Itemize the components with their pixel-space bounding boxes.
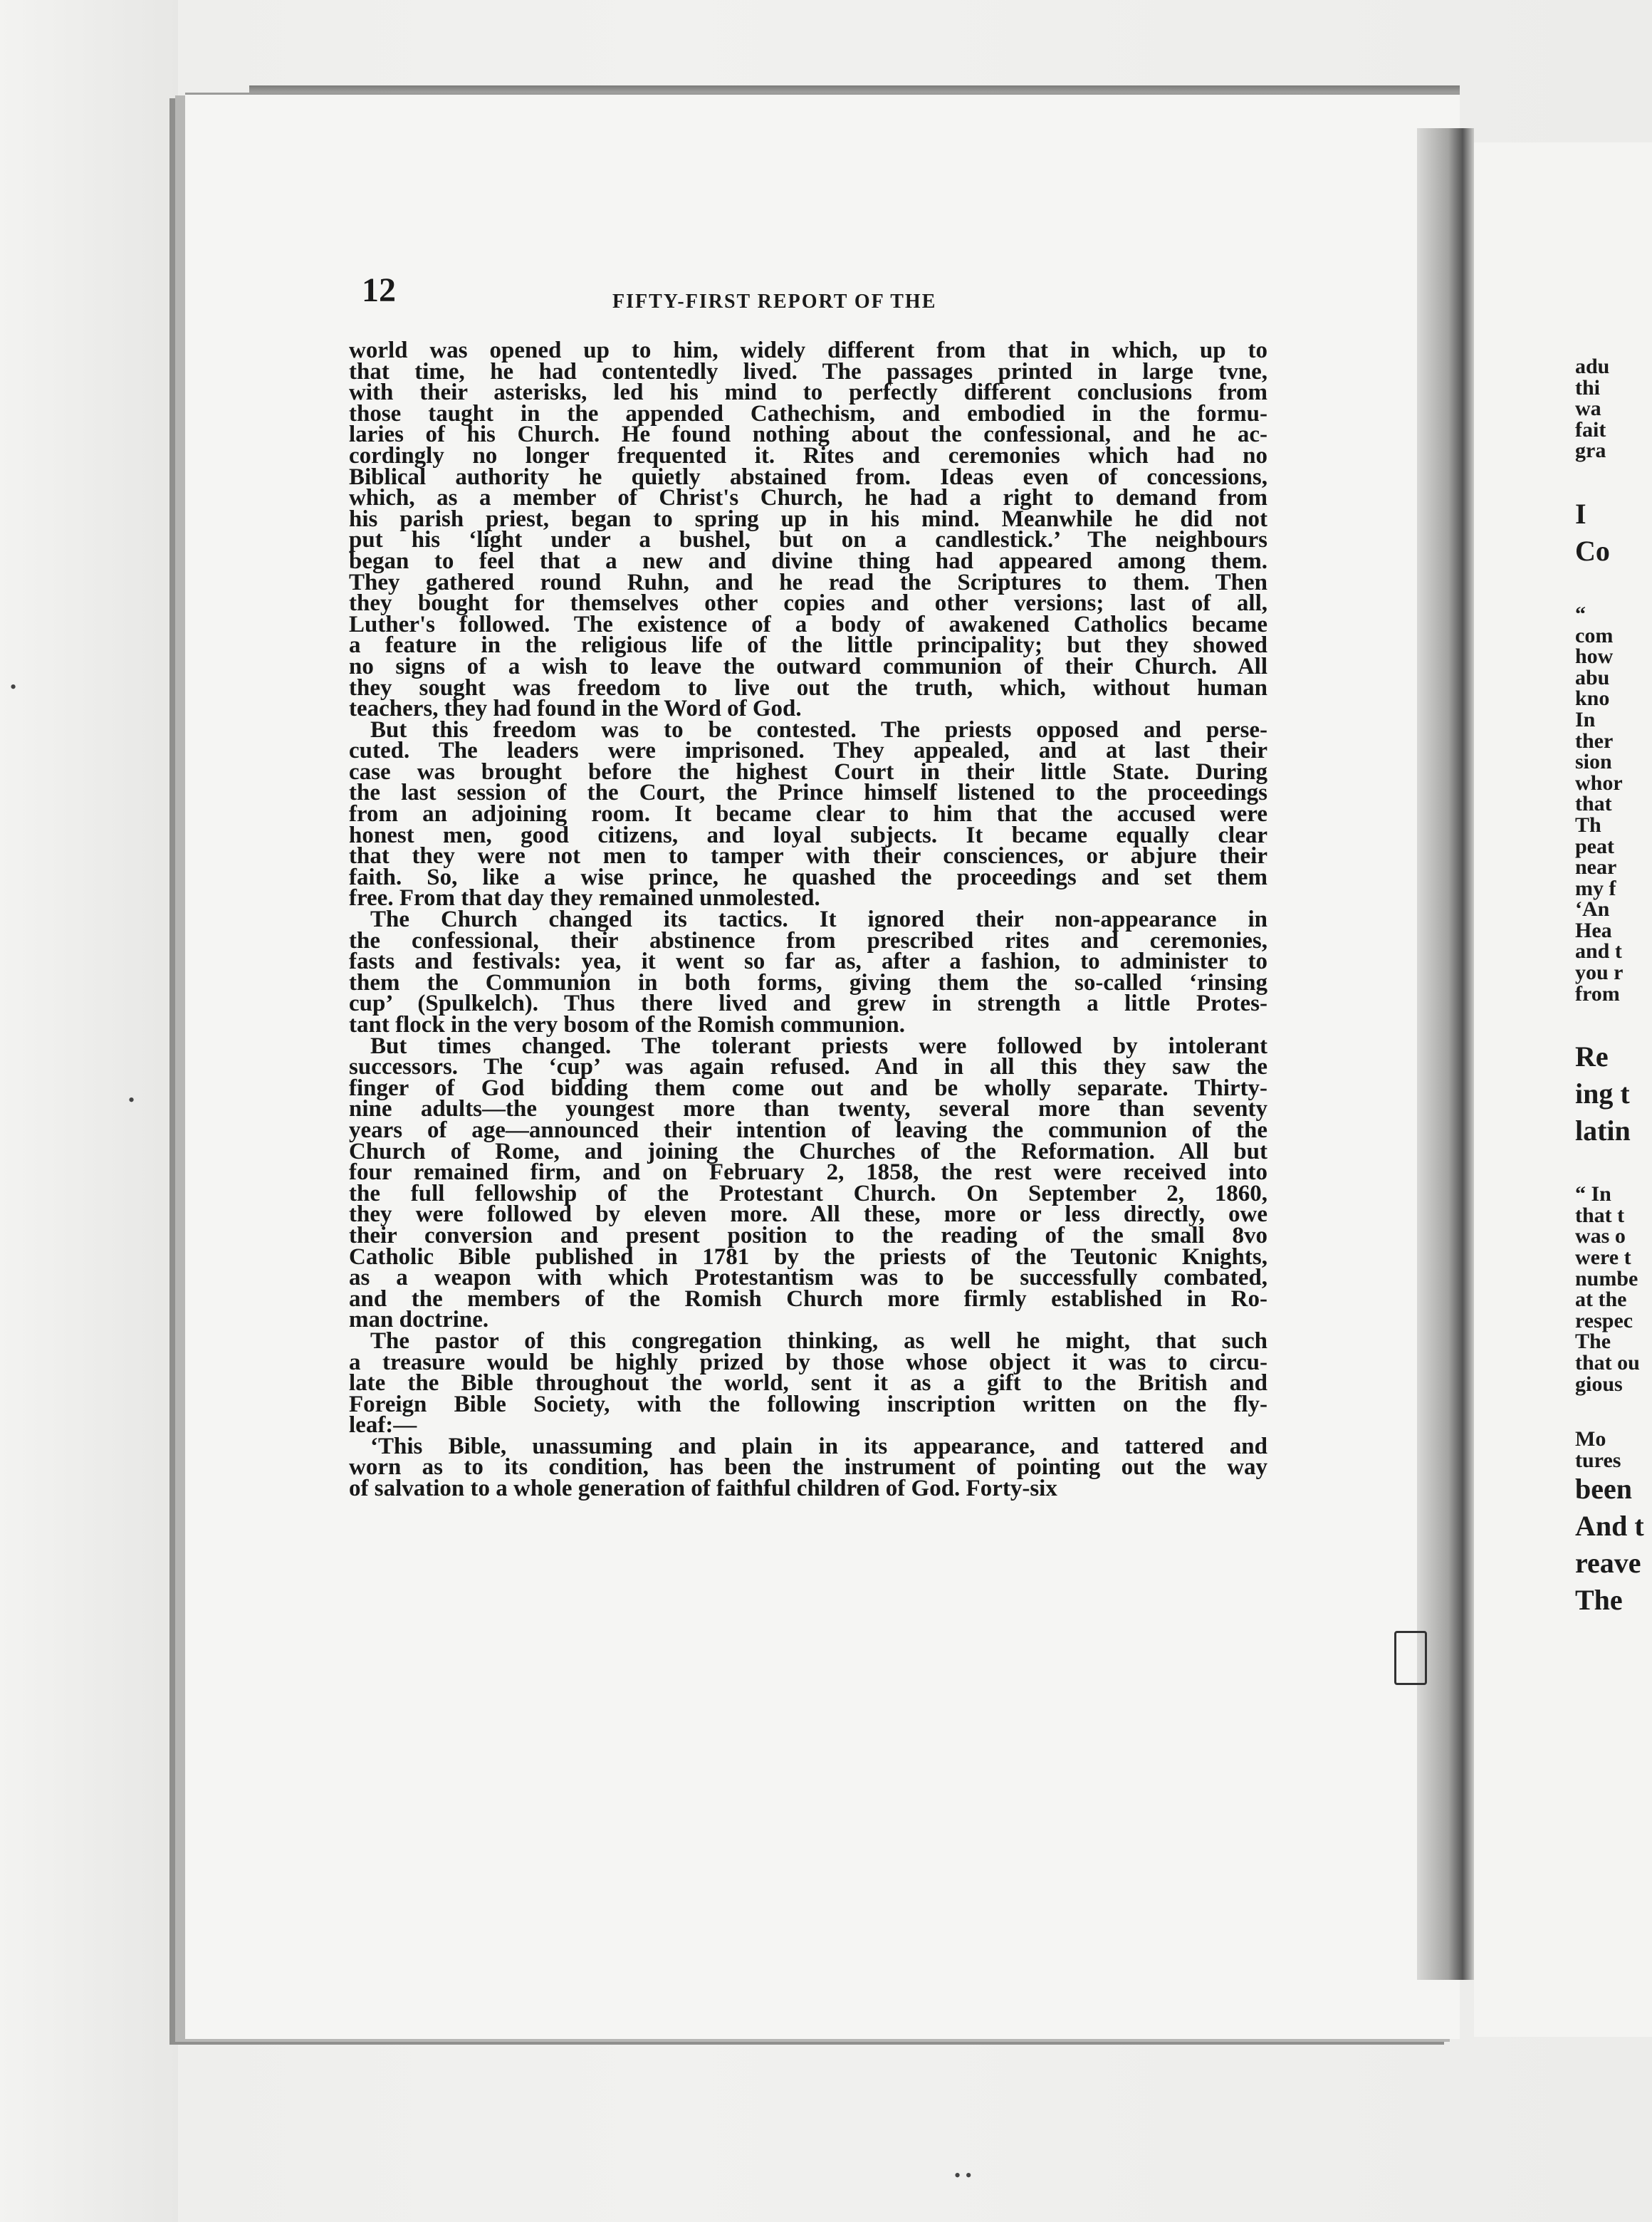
text-fragment: peat	[1575, 834, 1614, 858]
text-fragment: Th	[1575, 813, 1601, 837]
text-line: nine adults—the youngest more than twenty, several more than seventy	[349, 1096, 1267, 1122]
text-line: Catholic Bible published in 1781 by the priests of the Teutonic Knights,	[349, 1243, 1267, 1270]
text-line: the full fellowship of the Protestant Church. On September 2, 1860,	[349, 1180, 1267, 1206]
text-line: a treasure would be highly prized by those whose object it was to circu-	[349, 1349, 1267, 1375]
text-line: they sought was freedom to live out the truth, which, without human	[349, 674, 1267, 701]
text-fragment: were t	[1575, 1246, 1631, 1270]
text-fragment: sion	[1575, 750, 1612, 774]
text-fragment: thi	[1575, 375, 1601, 400]
text-fragment: numbe	[1575, 1266, 1638, 1290]
text-line: The Church changed its tactics. It ignored their non-appearance in	[370, 907, 1267, 933]
text-line: as a weapon with which Protestantism was to be successfully combated,	[349, 1265, 1267, 1291]
text-line: laries of his Church. He found nothing about the confessional, and he ac-	[349, 422, 1267, 448]
text-fragment: Co	[1575, 534, 1610, 567]
text-line: four remained firm, and on February 2, 1858, the rest were received into	[349, 1159, 1267, 1186]
text-line: they were followed by eleven more. All these, more or less directly, owe	[349, 1201, 1267, 1228]
left-page-body	[349, 340, 1267, 1500]
text-fragment: that ou	[1575, 1351, 1640, 1375]
text-line: their conversion and present position to the reading of the small 8vo	[349, 1222, 1267, 1248]
text-fragment: fait	[1575, 417, 1606, 442]
text-fragment: my f	[1575, 876, 1616, 900]
text-fragment: “ In	[1575, 1182, 1611, 1206]
text-line: honest men, good citizens, and loyal subjects. It became equally clear	[349, 822, 1267, 848]
text-line: from an adjoining room. It became clear to him that the accused were	[349, 801, 1267, 828]
text-line: leaf:—	[349, 1412, 417, 1439]
text-fragment: how	[1575, 645, 1614, 669]
scan-speck: •	[10, 677, 17, 697]
text-fragment: The	[1575, 1584, 1623, 1617]
text-fragment: was o	[1575, 1224, 1626, 1248]
text-fragment: And t	[1575, 1510, 1644, 1543]
text-fragment	[1575, 461, 1652, 496]
text-line: cup’ (Spulkelch). Thus there lived and grew in strength a little Protes-	[349, 991, 1267, 1017]
text-line: Church of Rome, and joining the Churches of the Reformation. All but	[349, 1138, 1267, 1164]
text-line: Foreign Bible Society, with the following inscription written on the fly-	[349, 1391, 1267, 1417]
text-line: The pastor of this congregation thinking, as well he might, that such	[370, 1328, 1267, 1354]
text-fragment: that t	[1575, 1203, 1625, 1227]
text-fragment	[1575, 570, 1652, 604]
text-line: They gathered round Ruhn, and he read the Scriptures to them. Then	[349, 569, 1267, 595]
text-line: the last session of the Court, the Prince himself listened to the proceedings	[349, 780, 1267, 806]
page-number: 12	[362, 271, 396, 309]
scan-speck: • •	[954, 2165, 972, 2186]
text-line: man doctrine.	[349, 1307, 489, 1333]
text-fragment: reave	[1575, 1547, 1641, 1580]
text-line: ‘This Bible, unassuming and plain in its appearance, and tattered and	[370, 1433, 1267, 1459]
text-fragment: latin	[1575, 1115, 1631, 1147]
text-line: and the members of the Romish Church more firmly established in Ro-	[349, 1285, 1267, 1312]
text-fragment: been	[1575, 1473, 1632, 1506]
text-line: Luther's followed. The existence of a body of awakened Catholics became	[349, 611, 1267, 637]
text-fragment: The	[1575, 1330, 1611, 1354]
text-line: they bought for themselves other copies and other versions; last of all,	[349, 590, 1267, 617]
text-line: cordingly no longer frequented it. Rites and ceremonies which had no	[349, 442, 1267, 469]
text-fragment: I	[1575, 497, 1586, 530]
text-line: But times changed. The tolerant priests were followed by intolerant	[370, 1033, 1267, 1059]
text-line: which, as a member of Christ's Church, he had a right to demand from	[349, 485, 1267, 511]
text-fragment: gra	[1575, 439, 1606, 463]
text-fragment: from	[1575, 981, 1620, 1006]
text-line: the confessional, their abstinence from prescribed rites and ceremonies,	[349, 927, 1267, 954]
text-line: put his ‘light under a bushel, but on a candlestick.’ The neighbours	[349, 527, 1267, 553]
text-line: world was opened up to him, widely different from that in which, up to	[349, 338, 1267, 363]
text-line: tant flock in the very bosom of the Romish communion.	[349, 1012, 905, 1038]
text-fragment: that	[1575, 792, 1612, 816]
running-head: FIFTY-FIRST REPORT OF THE	[612, 291, 937, 313]
text-fragment: In	[1575, 707, 1596, 731]
text-fragment	[1575, 1394, 1652, 1429]
text-line: teachers, they had found in the Word of God.	[349, 696, 802, 722]
text-line: a feature in the religious life of the little principality; but they showed	[349, 632, 1267, 659]
text-line: began to feel that a new and divine thing had appeared among them.	[349, 548, 1267, 574]
text-line: free. From that day they remained unmolested.	[349, 885, 820, 912]
text-fragment: Mo	[1575, 1427, 1606, 1451]
text-fragment: ther	[1575, 729, 1614, 753]
text-line: late the Bible throughout the world, sent it as a gift to the British and	[349, 1370, 1267, 1397]
text-line: finger of God bidding them come out and be wholly separate. Thirty-	[349, 1075, 1267, 1101]
text-fragment: near	[1575, 855, 1617, 880]
text-line: them the Communion in both forms, giving them the so-called ‘rinsing	[349, 969, 1267, 996]
text-line: with their asterisks, led his mind to perfectly different conclusions from	[349, 380, 1267, 406]
text-fragment: you r	[1575, 961, 1624, 985]
text-fragment: gious	[1575, 1372, 1623, 1396]
text-line: fasts and festivals: yea, it went so far as, after a fashion, to administer to	[349, 949, 1267, 975]
text-line: Biblical authority he quietly abstained from. Ideas even of concessions,	[349, 464, 1267, 490]
right-page-fragment	[1575, 356, 1652, 1619]
text-fragment: adu	[1575, 356, 1610, 378]
text-line: faith. So, like a wise prince, he quashed the proceedings and set them	[349, 864, 1267, 890]
text-fragment: at the	[1575, 1288, 1627, 1312]
text-line: successors. The ‘cup’ was again refused. And in all this they saw the	[349, 1054, 1267, 1080]
text-fragment: respec	[1575, 1308, 1633, 1332]
scan-margin	[0, 0, 178, 2222]
text-fragment: ing t	[1575, 1078, 1630, 1110]
text-fragment	[1575, 1149, 1652, 1184]
text-fragment: Hea	[1575, 918, 1612, 942]
text-line: worn as to its condition, has been the instrument of pointing out the way	[349, 1454, 1267, 1481]
text-line: of salvation to a whole generation of faithful children of God. Forty-six	[349, 1476, 1057, 1502]
text-line: that they were not men to tamper with their consciences, or abjure their	[349, 843, 1267, 870]
text-fragment: Re	[1575, 1040, 1609, 1073]
text-fragment: kno	[1575, 687, 1610, 711]
text-line: that time, he had contentedly lived. The passages printed in large tvne,	[349, 358, 1267, 385]
text-fragment	[1575, 1004, 1652, 1038]
text-fragment: ‘An	[1575, 897, 1610, 922]
text-line: case was brought before the highest Court in their little State. During	[349, 758, 1267, 785]
text-line: cuted. The leaders were imprisoned. They appealed, and at last their	[349, 738, 1267, 764]
text-fragment: com	[1575, 623, 1614, 647]
text-line: his parish priest, began to spring up in his mind. Meanwhile he did not	[349, 506, 1267, 532]
scan-speck: •	[128, 1090, 135, 1110]
text-fragment: wa	[1575, 397, 1601, 421]
text-line: But this freedom was to be contested. The priests opposed and perse-	[370, 716, 1267, 743]
text-line: those taught in the appended Cathechism, and embodied in the formu-	[349, 400, 1267, 427]
text-line: no signs of a wish to leave the outward communion of their Church. All	[349, 653, 1267, 679]
text-fragment: “	[1575, 602, 1586, 626]
book-gutter	[1417, 128, 1474, 1980]
text-line: years of age—announced their intention of leaving the communion of the	[349, 1117, 1267, 1143]
text-fragment: and t	[1575, 939, 1622, 964]
binding-staple	[1394, 1631, 1427, 1685]
text-fragment: abu	[1575, 665, 1610, 689]
text-fragment: tures	[1575, 1448, 1621, 1472]
text-fragment: whor	[1575, 771, 1623, 795]
